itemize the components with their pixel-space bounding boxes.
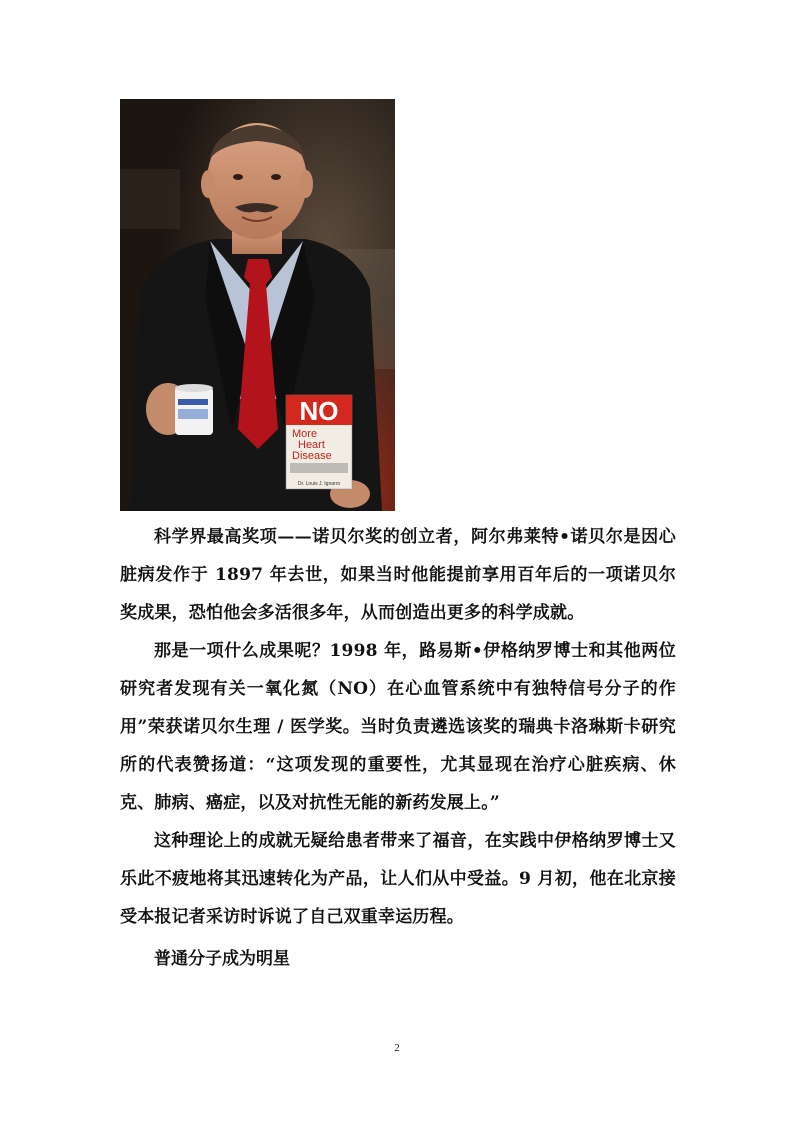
book-title-no: NO [299, 396, 339, 426]
book-cover [286, 395, 352, 489]
book-author: Dr. Louis J. Ignarro [297, 481, 341, 487]
portrait-photo [120, 99, 395, 511]
paragraph-3: 这种理论上的成就无疑给患者带来了福音，在实践中伊格纳罗博士又乐此不疲地将其迅速转化为产品，让人们从中受益。9 月初，他在北京接受本报记者采访时诉说了自己双重幸运历程。 [120, 831, 676, 927]
paragraph-1: 科学界最高奖项——诺贝尔奖的创立者，阿尔弗莱特•诺贝尔是因心脏病发作于 1897 年去世，如果当时他能提前享用百年后的一项诺贝尔奖成果，恐怕他会多活很多年，从而创造出更多的科学成就。 [120, 527, 676, 623]
book-title-line3: Disease [292, 450, 332, 462]
article-body [120, 518, 676, 978]
book-title-line2: Heart [298, 439, 325, 451]
paragraph-2: 那是一项什么成果呢？1998 年，路易斯•伊格纳罗博士和其他两位研究者发现有关一氧化氮（NO）在心血管系统中有独特信号分子的作用”荣获诺贝尔生理 / 医学奖。当时负责遴选该奖的瑞典卡洛琳斯卡研究所的代表赞扬道：“这项发现的重要性，尤其显现在治疗心脏疾病、休克、肺病、癌症，以及对抗性无能的新药发展上。” [120, 641, 676, 813]
book-title-line1: More [292, 428, 318, 440]
page-number: 2 [394, 1042, 400, 1054]
section-heading: 普通分子成为明星 [154, 949, 290, 969]
